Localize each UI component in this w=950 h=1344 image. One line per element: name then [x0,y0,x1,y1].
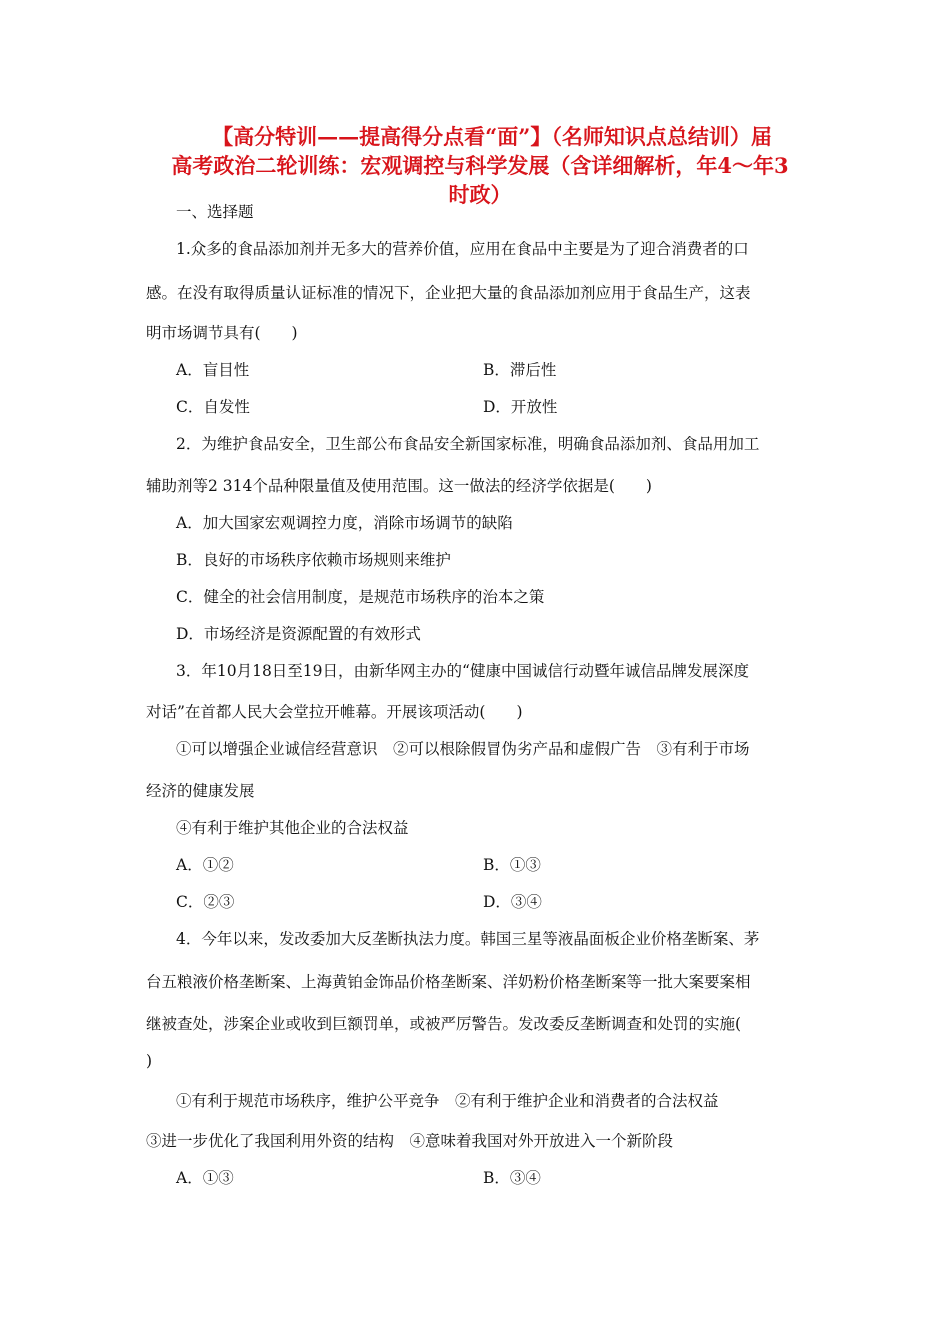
q2-line-2: 辅助剂等2 314个品种限量值及使用范围。这一做法的经济学依据是( ) [146,477,652,495]
q1-option-b: B．滞后性 [483,361,557,379]
q3-line-4: 经济的健康发展 [146,782,255,800]
q3-option-a: A．①② [176,856,234,874]
q2-option-b: B．良好的市场秩序依赖市场规则来维护 [176,551,451,569]
q1-option-c: C．自发性 [176,398,250,416]
q1-option-a: A．盲目性 [176,361,250,379]
title-line-3: 时政） [448,182,512,207]
q1-line-2: 感。在没有取得质量认证标准的情况下，企业把大量的食品添加剂应用于食品生产，这表 [146,284,751,302]
q4-line-4: ) [146,1052,153,1070]
q3-line-5: ④有利于维护其他企业的合法权益 [176,819,409,837]
document-title [140,122,820,209]
q4-line-2: 台五粮液价格垄断案、上海黄铂金饰品价格垄断案、洋奶粉价格垄断案等一批大案要案相 [146,973,751,991]
q3-line-3: ①可以增强企业诚信经营意识 ②可以根除假冒伪劣产品和虚假广告 ③有利于市场 [176,740,750,758]
title-line-2: 高考政治二轮训练：宏观调控与科学发展（含详细解析，年4～年3 [171,153,789,178]
q4-line-1: 4．今年以来，发改委加大反垄断执法力度。韩国三星等液晶面板企业价格垄断案、茅 [176,930,760,948]
q2-option-c: C．健全的社会信用制度，是规范市场秩序的治本之策 [176,588,545,606]
q3-line-1: 3．年10月18日至19日，由新华网主办的“健康中国诚信行动暨年诚信品牌发展深度 [176,662,749,680]
q3-option-b: B．①③ [483,856,541,874]
title-line-1: 【高分特训——提高得分点看“面”】（名师知识点总结训）届 [212,124,772,149]
q4-option-b: B．③④ [483,1169,541,1187]
section-heading: 一、选择题 [176,203,254,221]
q4-line-3: 继被查处，涉案企业或收到巨额罚单，或被严厉警告。发改委反垄断调查和处罚的实施( [146,1015,742,1033]
q4-option-a: A．①③ [176,1169,234,1187]
q1-line-1: 1.众多的食品添加剂并无多大的营养价值，应用在食品中主要是为了迎合消费者的口 [176,240,749,258]
q1-option-d: D．开放性 [483,398,558,416]
q3-option-d: D．③④ [483,893,542,911]
q2-option-d: D．市场经济是资源配置的有效形式 [176,625,421,643]
q3-option-c: C．②③ [176,893,235,911]
q2-option-a: A．加大国家宏观调控力度，消除市场调节的缺陷 [176,514,513,532]
q1-line-3: 明市场调节具有( ) [146,324,298,342]
q4-line-5: ①有利于规范市场秩序，维护公平竞争 ②有利于维护企业和消费者的合法权益 [176,1092,719,1110]
q2-line-1: 2．为维护食品安全，卫生部公布食品安全新国家标准，明确食品添加剂、食品用加工 [176,435,760,453]
q4-line-6: ③进一步优化了我国利用外资的结构 ④意味着我国对外开放进入一个新阶段 [146,1132,674,1150]
q3-line-2: 对话”在首都人民大会堂拉开帷幕。开展该项活动( ) [146,703,523,721]
